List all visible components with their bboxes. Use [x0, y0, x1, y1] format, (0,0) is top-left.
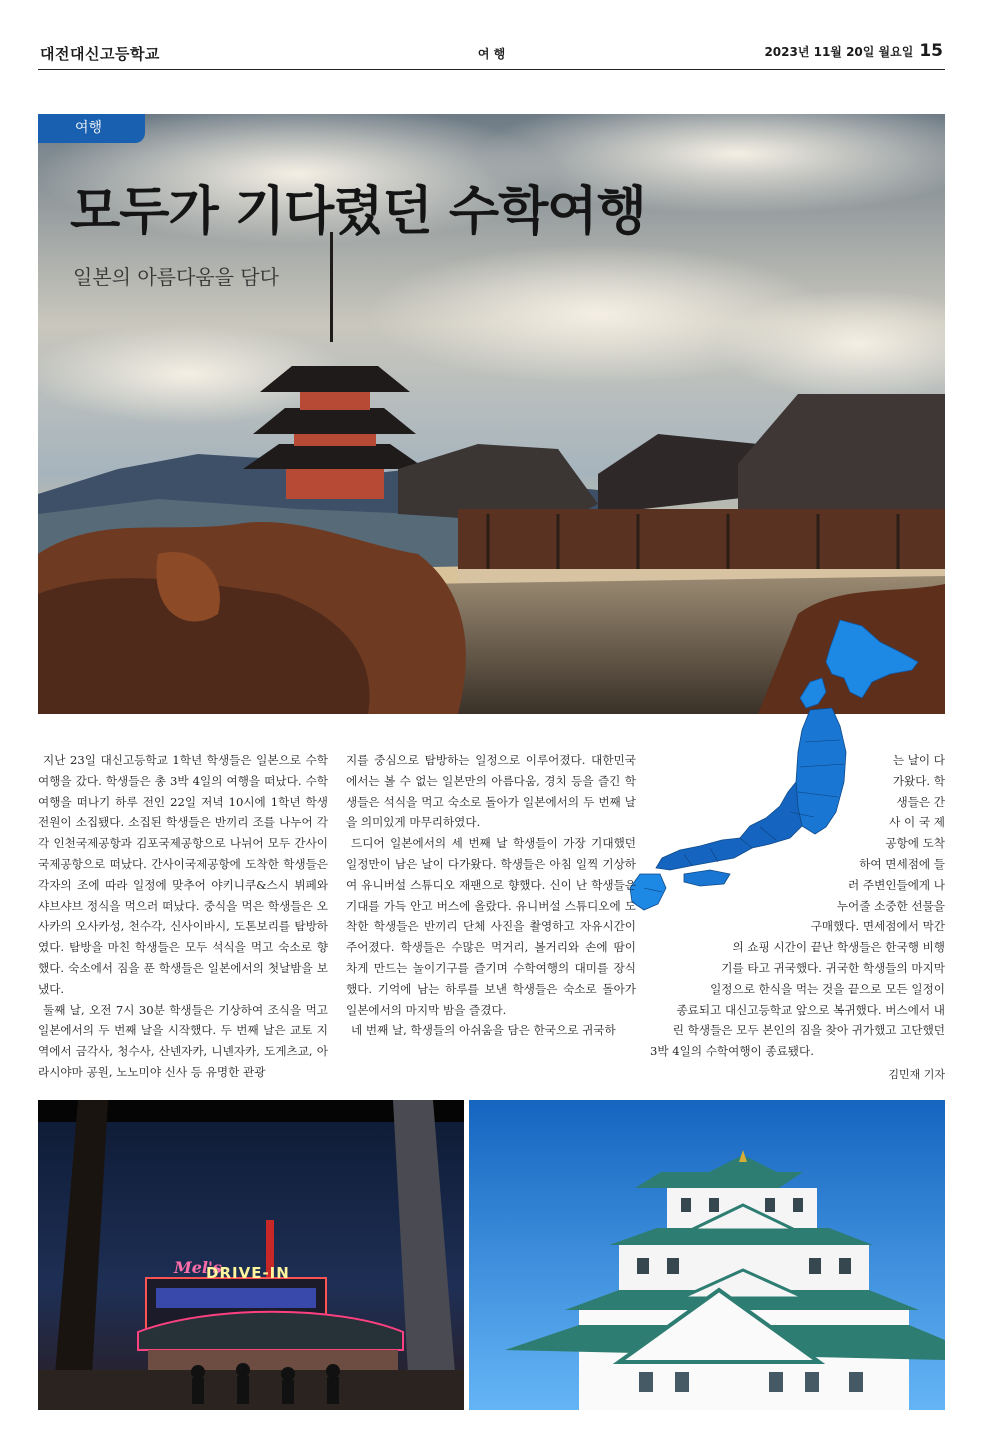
- text-line: 의 쇼핑 시간이 끝난 학생들은 한국행 비행: [732, 940, 945, 955]
- text-line: 사 이 국 제: [889, 815, 945, 830]
- date-text: 2023년 11월 20일 월요일: [764, 45, 914, 59]
- article-column-3: [650, 750, 945, 1086]
- paragraph: 둘째 날, 오전 7시 30분 학생들은 기상하여 조식을 먹고 일본에서의 두 번째 날을 시작했다. 두 번째 날은 교토 지역에서 금각사, 청수사, 산넨자카, 니넨자카, 도게츠교, 아라시야마 공원, 노노미야 신사 등 유명한 관광: [38, 1002, 328, 1079]
- text-line: 린 학생들은 모두 본인의 짐을 찾아 귀가했고 고단했던: [672, 1023, 945, 1038]
- drive-in-script-sign: Mel's: [174, 1258, 222, 1277]
- article-column-2: [346, 750, 636, 1041]
- text-line: 는 날이 다: [892, 753, 945, 767]
- text-line: 기를 타고 귀국했다. 귀국한 학생들의 마지막: [721, 960, 945, 975]
- article-subtitle: 일본의 아름다움을 담다: [73, 265, 279, 289]
- page-number: 15: [919, 41, 943, 61]
- drive-in-sign: DRIVE-IN: [206, 1264, 290, 1282]
- text-line: 종료되고 대신고등학교 앞으로 복귀했다. 버스에서 내: [676, 1002, 945, 1017]
- masthead: [38, 40, 945, 70]
- text-line: 하여 면세점에 들: [859, 856, 945, 871]
- text-line: 러 주변인들에게 나: [848, 877, 945, 892]
- photo-osaka-castle: [469, 1100, 945, 1410]
- text-line: 구매했다. 면세점에서 막간: [810, 919, 945, 934]
- osaka-castle-illustration: [469, 1100, 945, 1410]
- article-title: 모두가 기다렸던 수학여행: [70, 181, 646, 242]
- issue-date: [764, 41, 943, 61]
- paper-name: 대전대신고등학교: [40, 45, 160, 63]
- text-line: 3박 4일의 수학여행이 종료됐다.: [650, 1044, 814, 1059]
- text-line: 누어줄 소중한 선물을: [836, 898, 945, 913]
- paragraph: 드디어 일본에서의 세 번째 날 학생들이 가장 기대했던 일정만이 남은 날이 다가왔다. 학생들은 아침 일찍 기상하여 유니버설 스튜디오 재팬으로 향했다. 신이 난 학생들은 기대를 가득 안고 버스에 올랐다. 유니버설 스튜디오에 도착한 학생들은 반끼리 단체 사진을 촬영하고 자유시간이 주어졌다. 학생들은 수많은 먹거리, 볼거리와 손에 땀이 차게 만드는 놀이기구를 즐기며 수학여행의 대미를 장식했다. 기억에 남는 하루를 보낸 학생들은 숙소로 돌아가 일본에서의 마지막 밤을 즐겼다.: [346, 836, 636, 1017]
- text-line: 일정으로 한식을 먹는 것을 끝으로 모든 일정이: [710, 981, 945, 996]
- text-line: 가왔다. 학: [892, 773, 945, 788]
- article-column-1: [38, 750, 328, 1083]
- section-label: 여 행: [477, 47, 506, 61]
- paragraph: 지를 중심으로 탐방하는 일정으로 이루어졌다. 대한민국에서는 볼 수 없는 일본만의 아름다움, 경치 등을 즐긴 학생들은 석식을 먹고 숙소로 돌아가 일본에서의 두 번째 날을 의미있게 마무리하였다.: [346, 753, 636, 830]
- byline: 김민재 기자: [888, 1067, 945, 1081]
- drive-in-illustration: [38, 1100, 464, 1410]
- text-line: 공항에 도착: [885, 836, 945, 851]
- text-line: 생들은 간: [896, 794, 945, 809]
- section-tag: 여행: [38, 114, 145, 143]
- paragraph: 네 번째 날, 학생들의 아쉬움을 담은 한국으로 귀국하: [351, 1023, 616, 1038]
- photo-universal-drive-in: [38, 1100, 464, 1410]
- paragraph: 지난 23일 대신고등학교 1학년 학생들은 일본으로 수학여행을 갔다. 학생들은 총 3박 4일의 여행을 떠났다. 수학여행을 떠나기 하루 전인 22일 저녁 10시에 1학년 학생 전원이 소집됐다. 소집된 학생들은 반끼리 조를 나누어 각각 인천국제공항과 김포국제공항으로 나뉘어 모두 간사이국제공항으로 떠났다. 간사이국제공항에 도착한 학생들은 각자의 조에 따라 일정에 맞추어 야키니쿠&스시 뷔페와 샤브샤브 정식을 먹으러 떠났다. 중식을 먹은 학생들은 오사카의 오사카성, 천수각, 신사이바시, 도톤보리를 탐방하였다. 탐방을 마친 학생들은 모두 석식을 먹고 숙소로 향했다. 숙소에서 짐을 푼 학생들은 일본에서의 첫날밤을 보냈다.: [38, 753, 328, 996]
